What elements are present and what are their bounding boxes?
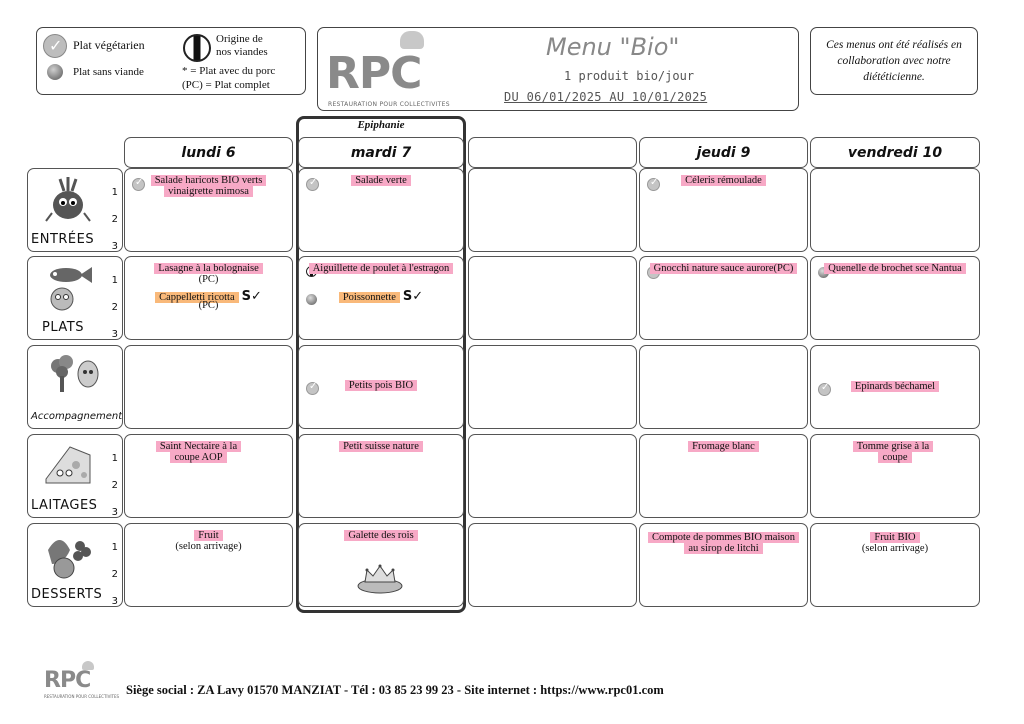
menu-item: Gnocchi nature sauce aurore(PC) (648, 263, 799, 274)
row-label-accompagnement (27, 345, 123, 429)
cell-entrees-mercredi (468, 168, 637, 252)
cell-laitages-vendredi (810, 434, 980, 518)
fruits-illustration-icon (40, 530, 96, 580)
dietitian-note: Ces menus ont été réalisés en collaboration avec notre diététicienne. (810, 27, 978, 95)
no-meat-icon (47, 64, 63, 80)
cell-laitages-lundi (124, 434, 293, 518)
cell-desserts-lundi (124, 523, 293, 607)
meat-origin-icon (183, 34, 211, 62)
menu-item: Salade verte (307, 175, 455, 186)
menu-item: Tomme grise à la coupe (841, 441, 949, 463)
row-label-laitages (27, 434, 123, 518)
cell-entrees-lundi (124, 168, 293, 252)
menu-dates: DU 06/01/2025 AU 10/01/2025 (504, 90, 708, 104)
row-numbers: 1 2 3 (111, 275, 118, 340)
row-label-plats (27, 256, 123, 340)
menu-item: Compote de pommes BIO maison au sirop de litchi (648, 532, 799, 554)
cell-plats-jeudi (639, 256, 808, 340)
fish-potato-illustration-icon (40, 263, 96, 313)
menu-item: Aiguillette de poulet à l'estragon (307, 263, 455, 274)
row-numbers: 1 2 3 (111, 187, 118, 252)
legend-complete-note: (PC) = Plat complet (182, 79, 270, 91)
beet-illustration-icon (40, 175, 96, 225)
legend-vegetarian: Plat végétarien (73, 38, 145, 52)
day-header-jeudi: jeudi 9 (639, 137, 808, 168)
legend-pork-note: * = Plat avec du porc (182, 65, 276, 77)
menu-item: Petit suisse nature (307, 441, 455, 452)
menu-header (317, 27, 799, 111)
rpc-logo: RPC (326, 48, 422, 99)
row-label-text: Accompagnement (31, 411, 123, 422)
menu-item: Poissonnette S✓ (307, 291, 455, 303)
cell-plats-mardi (298, 256, 464, 340)
cell-accomp-mardi (298, 345, 464, 429)
footer-logo: RPC (44, 668, 91, 693)
row-label-text: LAITAGES (31, 498, 98, 513)
legend-no-meat: Plat sans viande (73, 66, 144, 78)
cell-entrees-jeudi (639, 168, 808, 252)
cell-desserts-vendredi (810, 523, 980, 607)
vegetables-illustration-icon (36, 352, 116, 402)
menu-item: Fromage blanc (648, 441, 799, 452)
epiphanie-label: Epiphanie (357, 119, 405, 131)
legend-origin-1: Origine de (216, 33, 263, 45)
cell-accomp-jeudi (639, 345, 808, 429)
menu-title: Menu "Bio" (546, 33, 680, 61)
day-header-mardi: mardi 7 (298, 137, 464, 168)
row-label-desserts (27, 523, 123, 607)
day-header-vendredi: vendredi 10 (810, 137, 980, 168)
footer-address: Siège social : ZA Lavy 01570 MANZIAT - Tél : 03 85 23 99 23 - Site internet : https://www.rpc01.com (126, 683, 664, 697)
row-numbers: 1 2 3 (111, 542, 118, 607)
footer-logo-tagline: RESTAURATION POUR COLLECTIVITES (44, 694, 120, 699)
day-header-lundi: lundi 6 (124, 137, 293, 168)
galette-crown-icon (355, 562, 405, 594)
menu-item: Cappelletti ricotta S✓ (PC) (133, 291, 284, 311)
vegetarian-icon (43, 34, 67, 58)
cheese-illustration-icon (40, 441, 96, 491)
cell-accomp-lundi (124, 345, 293, 429)
menu-item: Fruit (selon arrivage) (175, 530, 242, 552)
day-header-mercredi (468, 137, 637, 168)
row-label-text: PLATS (42, 320, 84, 335)
legend-origin-2: nos viandes (216, 46, 268, 58)
menu-item: Lasagne à la bolognaise (PC) (133, 263, 284, 285)
menu-item: Fruit BIO (selon arrivage) (861, 532, 929, 554)
legend-box (36, 27, 306, 95)
cell-entrees-mardi (298, 168, 464, 252)
row-label-text: DESSERTS (31, 587, 103, 602)
menu-item: Quenelle de brochet sce Nantua (819, 263, 971, 274)
cell-accomp-mercredi (468, 345, 637, 429)
cell-plats-mercredi (468, 256, 637, 340)
menu-item: Saint Nectaire à la coupe AOP (155, 441, 242, 463)
menu-item: Petits pois BIO (307, 380, 455, 391)
menu-item: Céleris rémoulade (648, 175, 799, 186)
cell-desserts-mardi (298, 523, 464, 607)
menu-item: Epinards béchamel (819, 381, 971, 392)
cell-desserts-mercredi (468, 523, 637, 607)
row-numbers: 1 2 3 (111, 453, 118, 518)
row-label-entrees (27, 168, 123, 252)
rpc-logo-tagline: RESTAURATION POUR COLLECTIVITES (328, 101, 450, 108)
cell-entrees-vendredi (810, 168, 980, 252)
cell-plats-lundi (124, 256, 293, 340)
menu-item: Galette des rois (307, 530, 455, 541)
cell-laitages-mardi (298, 434, 464, 518)
menu-item: Salade haricots BIO verts vinaigrette mimosa (133, 175, 284, 197)
cell-plats-vendredi (810, 256, 980, 340)
cell-laitages-jeudi (639, 434, 808, 518)
menu-subtitle: 1 produit bio/jour (564, 69, 695, 83)
cell-desserts-jeudi (639, 523, 808, 607)
row-label-text: ENTRÉES (31, 232, 95, 247)
chef-hat-icon (400, 31, 424, 49)
cell-accomp-vendredi (810, 345, 980, 429)
cell-laitages-mercredi (468, 434, 637, 518)
